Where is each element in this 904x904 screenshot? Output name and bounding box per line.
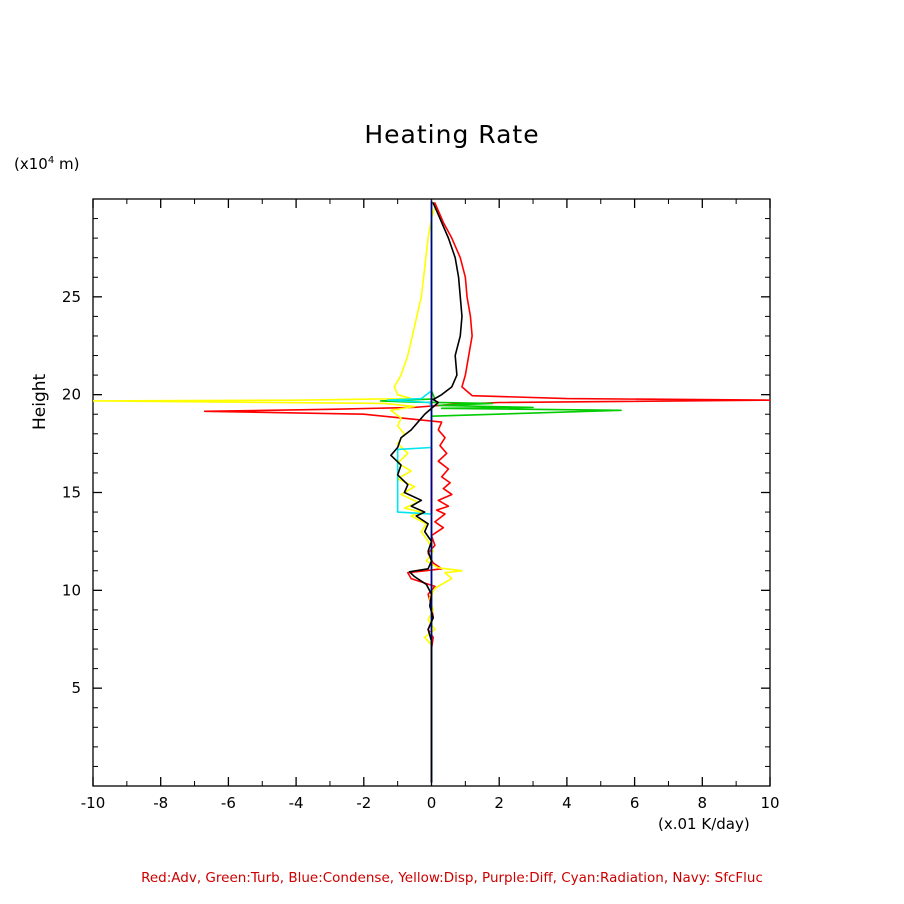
svg-text:15: 15 [61,483,81,502]
svg-text:8: 8 [697,794,708,812]
svg-text:-2: -2 [356,794,372,812]
svg-text:6: 6 [629,794,640,812]
svg-text:-4: -4 [288,794,304,812]
svg-text:10: 10 [760,794,780,812]
svg-text:-6: -6 [220,794,236,812]
svg-text:2: 2 [494,794,504,812]
svg-text:5: 5 [71,679,81,698]
svg-text:20: 20 [61,385,81,404]
svg-text:10: 10 [61,581,81,600]
y-axis-unit-label: ($x10^4$ m) [14,155,80,173]
x-axis-unit-label: (x.01 K/day) [658,815,750,833]
svg-text:25: 25 [61,287,81,306]
svg-text:0: 0 [426,794,437,812]
legend-caption: Red:Adv, Green:Turb, Blue:Condense, Yellow:Disp, Purple:Diff, Cyan:Radiation, Navy: SfcFluc [141,870,763,886]
page-title: Heating Rate [364,120,540,149]
svg-text:4: 4 [562,794,572,812]
y-axis-label: Height [30,373,50,430]
svg-text:-8: -8 [153,794,169,812]
svg-text:-10: -10 [80,794,106,812]
